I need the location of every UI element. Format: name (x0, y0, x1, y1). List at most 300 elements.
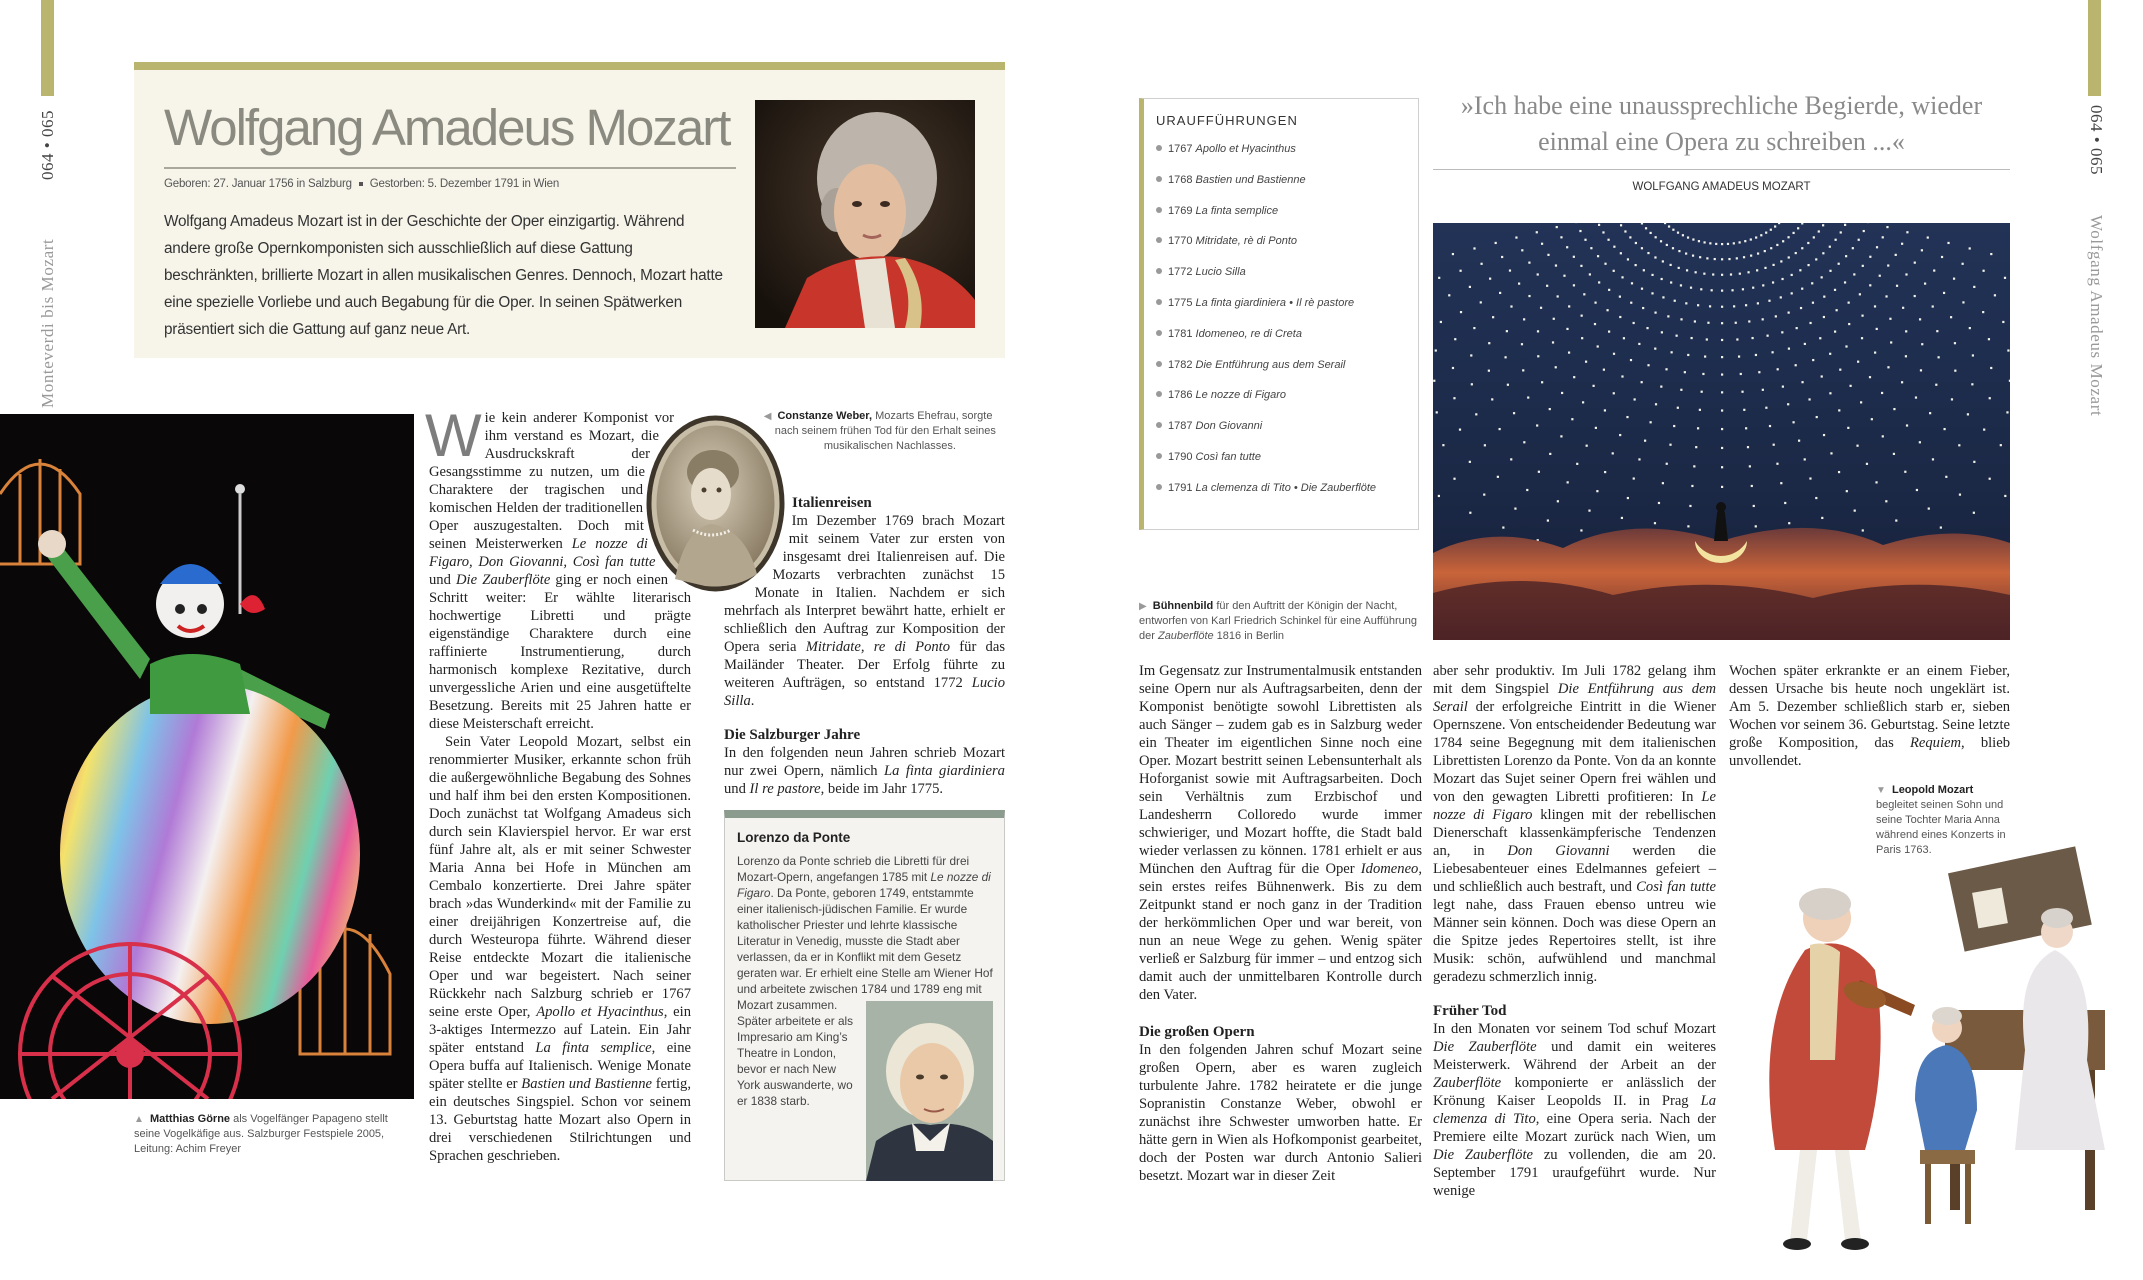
star-dot (1846, 490, 1848, 492)
italic-text-run: La clemenza di Tito (1433, 1093, 1716, 1127)
star-dot (1619, 316, 1621, 318)
star-dot (1856, 445, 1858, 447)
star-dot (1673, 425, 1675, 427)
star-dot (1492, 316, 1494, 318)
paragraph (1729, 662, 2010, 770)
star-dot (1751, 337, 1753, 339)
star-dot (1829, 270, 1831, 272)
lorenzo-da-ponte-sidebar (724, 810, 1005, 1181)
star-dot (1677, 407, 1679, 409)
star-dot (1630, 359, 1632, 361)
text-run: und (429, 572, 457, 588)
opera-title: Idomeneo, re di Creta (1195, 327, 1302, 340)
star-dot (1480, 301, 1482, 303)
star-dot (1777, 368, 1779, 370)
text-run: Mozarts Ehefrau, sorgte nach seinem frühen Tod für den Erhalt seines musikalischen Nachlasses. (774, 410, 996, 452)
opera-title: Le nozze di Figaro (1195, 389, 1287, 402)
star-dot (1706, 338, 1708, 340)
star-dot (1664, 223, 1666, 224)
star-dot (1920, 369, 1922, 371)
italic-text-run: Il re pastore (749, 781, 821, 797)
star-dot (1812, 302, 1814, 304)
star-dot (1590, 247, 1592, 249)
star-dot (1560, 435, 1562, 437)
text-run: legt nahe, dass Frauen ebenso untreu wie Männer sein können. Doch was diese Opern an die Spitze jedes Repertoires stellt, ist ihre Musik: schön, aufwühlend und manchmal geradezu schmerzlich innig. (1433, 897, 1716, 985)
right-section-title: Wolfgang Amadeus Mozart (2087, 215, 2106, 417)
star-dot (1501, 256, 1503, 258)
star-dot (1469, 512, 1471, 514)
star-dot (1703, 273, 1705, 275)
star-dot (1809, 322, 1811, 324)
text-run: In den Monaten vor seinem Tod schuf Mozart (1433, 1021, 1716, 1037)
star-dot (1536, 231, 1538, 233)
star-dot (1929, 412, 1931, 414)
star-dot (1690, 287, 1692, 289)
star-dot (1822, 224, 1824, 226)
star-dot (1612, 452, 1614, 454)
star-dot (1938, 356, 1940, 358)
star-dot (1484, 444, 1486, 446)
text-run: In den folgenden neun Jahren schrieb Mozart nur zwei Opern, nämlich (724, 745, 1005, 779)
star-dot (1788, 522, 1790, 524)
year: 1787 (1168, 420, 1193, 433)
star-dot (1821, 375, 1823, 377)
star-dot (1433, 380, 1435, 382)
text-run: fertig, ein deutsches Singspiel. Schon vor seinem 13. Geburtstag hatte Mozart also Opern in drei verschiedenen Stilrichtungen und Sprachen geschrieben. (429, 1076, 691, 1164)
paragraph (1139, 1041, 1422, 1185)
star-dot (1499, 428, 1501, 430)
text-run: Im Gegensatz zur Instrumentalmusik entstanden seine Opern nur als Auftragsarbeiten, denn der Komponist benötigte sowohl Librettisten als auch Sänger – zudem gab es in Salzburg weder ein Theater im eigentlichen Sinne noch eine Oper. Mozart bestritt seinen Lebensunterhalt als Hoforganist sowie mit Auftragsarbeiten. Doch sein Verhältnis zum Erzbischof und Landesherrn Colloredo wurde immer schwieriger, und Mozart hoffte, die Stadt bald wieder verlassen zu können. 1781 erhielt er aus München den Auftrag für die Oper (1139, 663, 1422, 877)
star-dot (1749, 465, 1751, 467)
star-dot (1838, 263, 1840, 265)
italic-text-run: Bastien und Bastienne (521, 1076, 652, 1092)
text-run: zu vollenden, die am 20. September 1791 uraufgeführt wurde. Nur wenige (1433, 1147, 1716, 1199)
star-dot (1958, 444, 1960, 446)
star-dot (1791, 274, 1793, 276)
star-dot (1990, 367, 1992, 369)
star-dot (1784, 502, 1786, 504)
star-dot (1662, 296, 1664, 298)
year: 1770 (1168, 235, 1193, 248)
star-dot (1701, 391, 1703, 393)
star-dot (1901, 381, 1903, 383)
star-dot (1953, 278, 1955, 280)
star-dot (1552, 341, 1554, 343)
star-dot (1733, 242, 1735, 244)
star-dot (1895, 519, 1897, 521)
star-dot (1452, 253, 1454, 255)
bold-text-run: Matthias Görne (149, 1113, 231, 1125)
quote-divider (1433, 169, 2010, 170)
star-dot (1538, 471, 1540, 473)
star-dot (1541, 381, 1543, 383)
list-item (1156, 482, 1376, 513)
star-dot (1654, 522, 1656, 524)
star-dot (1876, 328, 1878, 330)
star-dot (1858, 239, 1860, 241)
year: 1775 (1168, 296, 1193, 309)
star-dot (1641, 223, 1643, 224)
star-dot (1866, 463, 1868, 465)
opera-title: Don Giovanni (1195, 420, 1263, 433)
star-dot (1901, 243, 1903, 245)
star-dot (1887, 366, 1889, 368)
star-dot (1620, 224, 1622, 226)
star-dot (1771, 351, 1773, 353)
star-dot (1947, 242, 1949, 244)
italic-text-run: Requiem (1909, 735, 1962, 751)
star-dot (1459, 429, 1461, 431)
star-dot (1733, 305, 1735, 307)
star-dot (1593, 385, 1595, 387)
star-dot (1969, 247, 1971, 249)
star-dot (1694, 320, 1696, 322)
year: 1772 (1168, 266, 1193, 279)
bullet-icon (1156, 330, 1162, 336)
star-dot (1798, 440, 1800, 442)
article-column-4 (1433, 662, 1716, 1200)
star-dot (1928, 507, 1930, 509)
star-dot (1568, 351, 1570, 353)
star-dot (1495, 242, 1497, 244)
star-dot (1623, 337, 1625, 339)
star-dot (1943, 428, 1945, 430)
star-dot (1945, 476, 1947, 478)
star-dot (1509, 269, 1511, 271)
star-dot (1711, 289, 1713, 291)
star-dot (1522, 369, 1524, 371)
star-dot (1687, 354, 1689, 356)
star-dot (1483, 494, 1485, 496)
star-dot (1602, 231, 1604, 233)
star-dot (1685, 302, 1687, 304)
star-dot (1692, 238, 1694, 240)
star-dot (1661, 331, 1663, 333)
year: 1790 (1168, 450, 1193, 463)
star-dot (1568, 305, 1570, 307)
italic-text-run: Die Entführung aus dem Serail (1433, 681, 1717, 715)
star-dot (1879, 275, 1881, 277)
star-dot (1651, 292, 1653, 294)
star-dot (1781, 331, 1783, 333)
bullet-icon (1156, 484, 1162, 490)
stage-design-caption (1139, 599, 1419, 644)
star-dot (1735, 322, 1737, 324)
star-dot (1762, 284, 1764, 286)
star-dot (1626, 416, 1628, 418)
star-dot (1905, 330, 1907, 332)
opera-title: La finta semplice (1195, 204, 1279, 217)
star-dot (1772, 281, 1774, 283)
star-dot (1582, 401, 1584, 403)
star-dot (1874, 305, 1876, 307)
mozart-portrait-image (755, 100, 975, 328)
papageno-caption (134, 1112, 404, 1157)
star-dot (1629, 236, 1631, 238)
star-dot (1541, 243, 1543, 245)
list-item (1156, 235, 1376, 266)
star-dot (1655, 236, 1657, 238)
star-dot (1753, 505, 1755, 507)
star-dot (1989, 478, 1991, 480)
star-dot (1932, 305, 1934, 307)
star-dot (1936, 330, 1938, 332)
italic-text-run: Zauberflöte (1433, 1075, 1502, 1091)
star-dot (1714, 258, 1716, 260)
section-heading-frueher-tod: Früher Tod (1433, 1003, 1507, 1019)
star-dot (1595, 427, 1597, 429)
star-dot (1438, 495, 1440, 497)
star-dot (1603, 369, 1605, 371)
star-dot (1857, 361, 1859, 363)
star-dot (2009, 380, 2010, 382)
text-run: Im Dezember 1769 brach Mozart mit seinem Vater zur ersten von insgesamt drei Italienreisen auf. Die Mozarts verbrachten zunächst 15 Monate in Italien. Nachdem er sich mehrfach als Interpret bewährt hatte, erhielt er schließlich den Auftrag zur Komposition der Opera seria (724, 513, 1005, 655)
star-dot (1875, 481, 1877, 483)
star-dot (1745, 304, 1747, 306)
star-dot (1982, 311, 1984, 313)
italic-text-run: Don Giovanni (1507, 843, 1610, 859)
star-dot (1829, 353, 1831, 355)
star-dot (1645, 227, 1647, 229)
star-dot (1695, 271, 1697, 273)
star-dot (1914, 295, 1916, 297)
star-dot (1452, 367, 1454, 369)
star-dot (1706, 257, 1708, 259)
star-dot (1921, 249, 1923, 251)
star-dot (1667, 315, 1669, 317)
italic-text-run: Zauberflöte (1157, 630, 1214, 642)
star-dot (1661, 278, 1663, 280)
star-dot (1642, 307, 1644, 309)
star-dot (1672, 247, 1674, 249)
star-dot (1782, 240, 1784, 242)
star-dot (1700, 288, 1702, 290)
text-run: , sein erstes reifes Bühnenwerk. Bis zu dem Zeitpunkt stand er noch ganz in der Tradition der herkömmlichen Oper und war bereit, von nun an neue Wege zu gehen. Wenig später verließ er Salzburg für immer – und entzog sich damit auch der unmittelbaren Kontrolle durch den Vater. (1139, 861, 1422, 1003)
star-dot (1792, 232, 1794, 234)
star-dot (1757, 302, 1759, 304)
star-dot (1769, 425, 1771, 427)
star-dot (1504, 356, 1506, 358)
bullet-icon (1156, 145, 1162, 151)
bullet-icon (1156, 207, 1162, 213)
star-dot (1933, 269, 1935, 271)
star-dot (1906, 231, 1908, 233)
italic-text-run: Le nozze di Figaro, Don Giovanni, Così fan tutte (429, 536, 656, 570)
list-item (1156, 359, 1376, 390)
text-run: ie kein anderer Komponist vor ihm verstand es Mozart, die Ausdruckskraft der Gesangsstimme zu nutzen, um die Charaktere der tragischen und komischen Helden der traditionellen Oper auszugestalten. Doch mit seinen Meisterwerken (429, 410, 675, 552)
star-dot (1994, 294, 1996, 296)
star-dot (1635, 264, 1637, 266)
star-dot (2004, 495, 2006, 497)
star-dot (1666, 463, 1668, 465)
star-dot (1510, 305, 1512, 307)
star-dot (1448, 294, 1450, 296)
star-dot (1962, 263, 1964, 265)
star-dot (1510, 458, 1512, 460)
opera-title: La finta giardiniera • Il rè pastore (1195, 296, 1355, 309)
list-item (1156, 328, 1376, 359)
star-dot (1882, 236, 1884, 238)
article-column-1 (425, 402, 691, 1165)
star-dot (1557, 295, 1559, 297)
star-dot (1756, 269, 1758, 271)
star-dot (1687, 236, 1689, 238)
text-run: In den folgenden Jahren schuf Mozart seine großen Opern, aber es waren zugleich turbulente Jahre. 1782 heiratete er die junge Sopranistin Constanze Weber, obwohl er zunächst ihre Schwester umworben hatte. Er hätte gern in Wien als Hofkomponist gearbeitet, doch der Posten war durch Antonio Salieri besetzt. Mozart war in dieser Zeit (1139, 1042, 1422, 1184)
star-dot (1518, 283, 1520, 285)
italic-text-run: Le nozze di Figaro (737, 870, 991, 900)
star-dot (1905, 273, 1907, 275)
star-dot (1830, 452, 1832, 454)
star-dot (1672, 229, 1674, 231)
star-dot (1670, 281, 1672, 283)
star-dot (1904, 471, 1906, 473)
star-dot (1584, 239, 1586, 241)
star-dot (1580, 265, 1582, 267)
lorenzo-da-ponte-portrait (866, 1001, 993, 1181)
year: 1768 (1168, 173, 1193, 186)
opera-title: Bastien und Bastienne (1195, 173, 1306, 186)
star-dot (1638, 458, 1640, 460)
star-dot (1813, 236, 1815, 238)
star-dot (1838, 471, 1840, 473)
star-dot (1782, 386, 1784, 388)
star-dot (1678, 250, 1680, 252)
article-column-3 (1139, 662, 1422, 1185)
star-dot (1633, 322, 1635, 324)
star-dot (1453, 478, 1455, 480)
star-dot (1780, 260, 1782, 262)
star-dot (1547, 254, 1549, 256)
star-dot (1662, 260, 1664, 262)
text-run: , ein 3-aktiges Intermezzo auf Latein. Ein Jahr später entstand (429, 1004, 691, 1056)
star-dot (1598, 224, 1600, 226)
star-dot (1555, 264, 1557, 266)
star-dot (1453, 397, 1455, 399)
star-dot (1620, 252, 1622, 254)
star-dot (1581, 315, 1583, 317)
star-dot (1959, 494, 1961, 496)
star-dot (1678, 267, 1680, 269)
star-dot (1573, 376, 1575, 378)
year: 1769 (1168, 204, 1193, 217)
star-dot (1506, 330, 1508, 332)
star-dot (1546, 285, 1548, 287)
star-dot (1728, 258, 1730, 260)
text-run: , eine Opera seria. Nach der Premiere eilte Mozart zurück nach Wien, um (1433, 1111, 1716, 1145)
star-dot (1540, 307, 1542, 309)
italic-text-run: Così fan tutte (1636, 879, 1717, 895)
star-dot (1823, 296, 1825, 298)
paragraph (1433, 1020, 1716, 1200)
star-dot (1721, 306, 1723, 308)
star-dot (1772, 264, 1774, 266)
star-dot (1647, 252, 1649, 254)
star-dot (1844, 224, 1846, 226)
star-dot (1791, 292, 1793, 294)
list-item (1156, 266, 1376, 297)
star-dot (1641, 381, 1643, 383)
birth-date: Geboren: 27. Januar 1756 in Salzburg (164, 178, 352, 190)
star-dot (1695, 446, 1697, 448)
bullet-icon (1156, 391, 1162, 397)
star-dot (1549, 453, 1551, 455)
star-dot (1801, 247, 1803, 249)
star-dot (1902, 307, 1904, 309)
list-item (1156, 205, 1376, 236)
star-dot (1757, 252, 1759, 254)
star-dot (1801, 288, 1803, 290)
star-dot (1869, 284, 1871, 286)
star-dot (1906, 424, 1908, 426)
star-dot (1502, 526, 1504, 528)
star-dot (1470, 354, 1472, 356)
star-dot (1677, 232, 1679, 234)
star-dot (1862, 529, 1864, 531)
opera-title: Apollo et Hyacinthus (1195, 143, 1296, 155)
star-dot (1844, 281, 1846, 283)
star-dot (1834, 331, 1836, 333)
star-dot (1627, 497, 1629, 499)
star-dot (1666, 244, 1668, 246)
sidebar-title: Lorenzo da Ponte (737, 830, 851, 845)
star-dot (1886, 226, 1888, 228)
star-dot (1469, 286, 1471, 288)
star-dot (1698, 240, 1700, 242)
star-dot (1815, 258, 1817, 260)
paragraph (1433, 662, 1716, 986)
star-dot (1776, 244, 1778, 246)
star-dot (1630, 302, 1632, 304)
star-dot (1727, 243, 1729, 245)
star-dot (2004, 277, 2006, 279)
star-dot (1674, 300, 1676, 302)
star-dot (1712, 273, 1714, 275)
star-dot (1721, 290, 1723, 292)
section-heading-salzburger-jahre: Die Salzburger Jahre (724, 727, 861, 743)
star-dot (1921, 343, 1923, 345)
star-dot (1488, 342, 1490, 344)
star-dot (1792, 421, 1794, 423)
star-dot (1797, 227, 1799, 229)
list-item (1156, 297, 1376, 328)
star-dot (1435, 349, 1437, 351)
star-dot (1621, 517, 1623, 519)
star-dot (1521, 249, 1523, 251)
star-dot (1684, 371, 1686, 373)
star-dot (1932, 458, 1934, 460)
star-dot (1697, 427, 1699, 429)
star-dot (1853, 273, 1855, 275)
star-dot (1973, 512, 1975, 514)
star-dot (1751, 485, 1753, 487)
star-dot (1801, 223, 1803, 224)
star-dot (1893, 453, 1895, 455)
star-dot (1829, 392, 1831, 394)
star-dot (1788, 312, 1790, 314)
text-run: werden die Liebesabenteuer eines Edelmannes gefeiert – und schließlich auch bestraft, und (1433, 843, 1716, 895)
paragraph (1139, 662, 1422, 1004)
star-dot (1583, 293, 1585, 295)
star-dot (1755, 525, 1757, 527)
italic-text-run: Die Zauberflöte (1433, 1039, 1537, 1055)
star-dot (1760, 234, 1762, 236)
star-dot (1781, 278, 1783, 280)
star-dot (1604, 263, 1606, 265)
right-page-number: 064 • 065 (2087, 105, 2106, 175)
star-dot (1489, 278, 1491, 280)
star-dot (1836, 309, 1838, 311)
star-dot (1621, 276, 1623, 278)
